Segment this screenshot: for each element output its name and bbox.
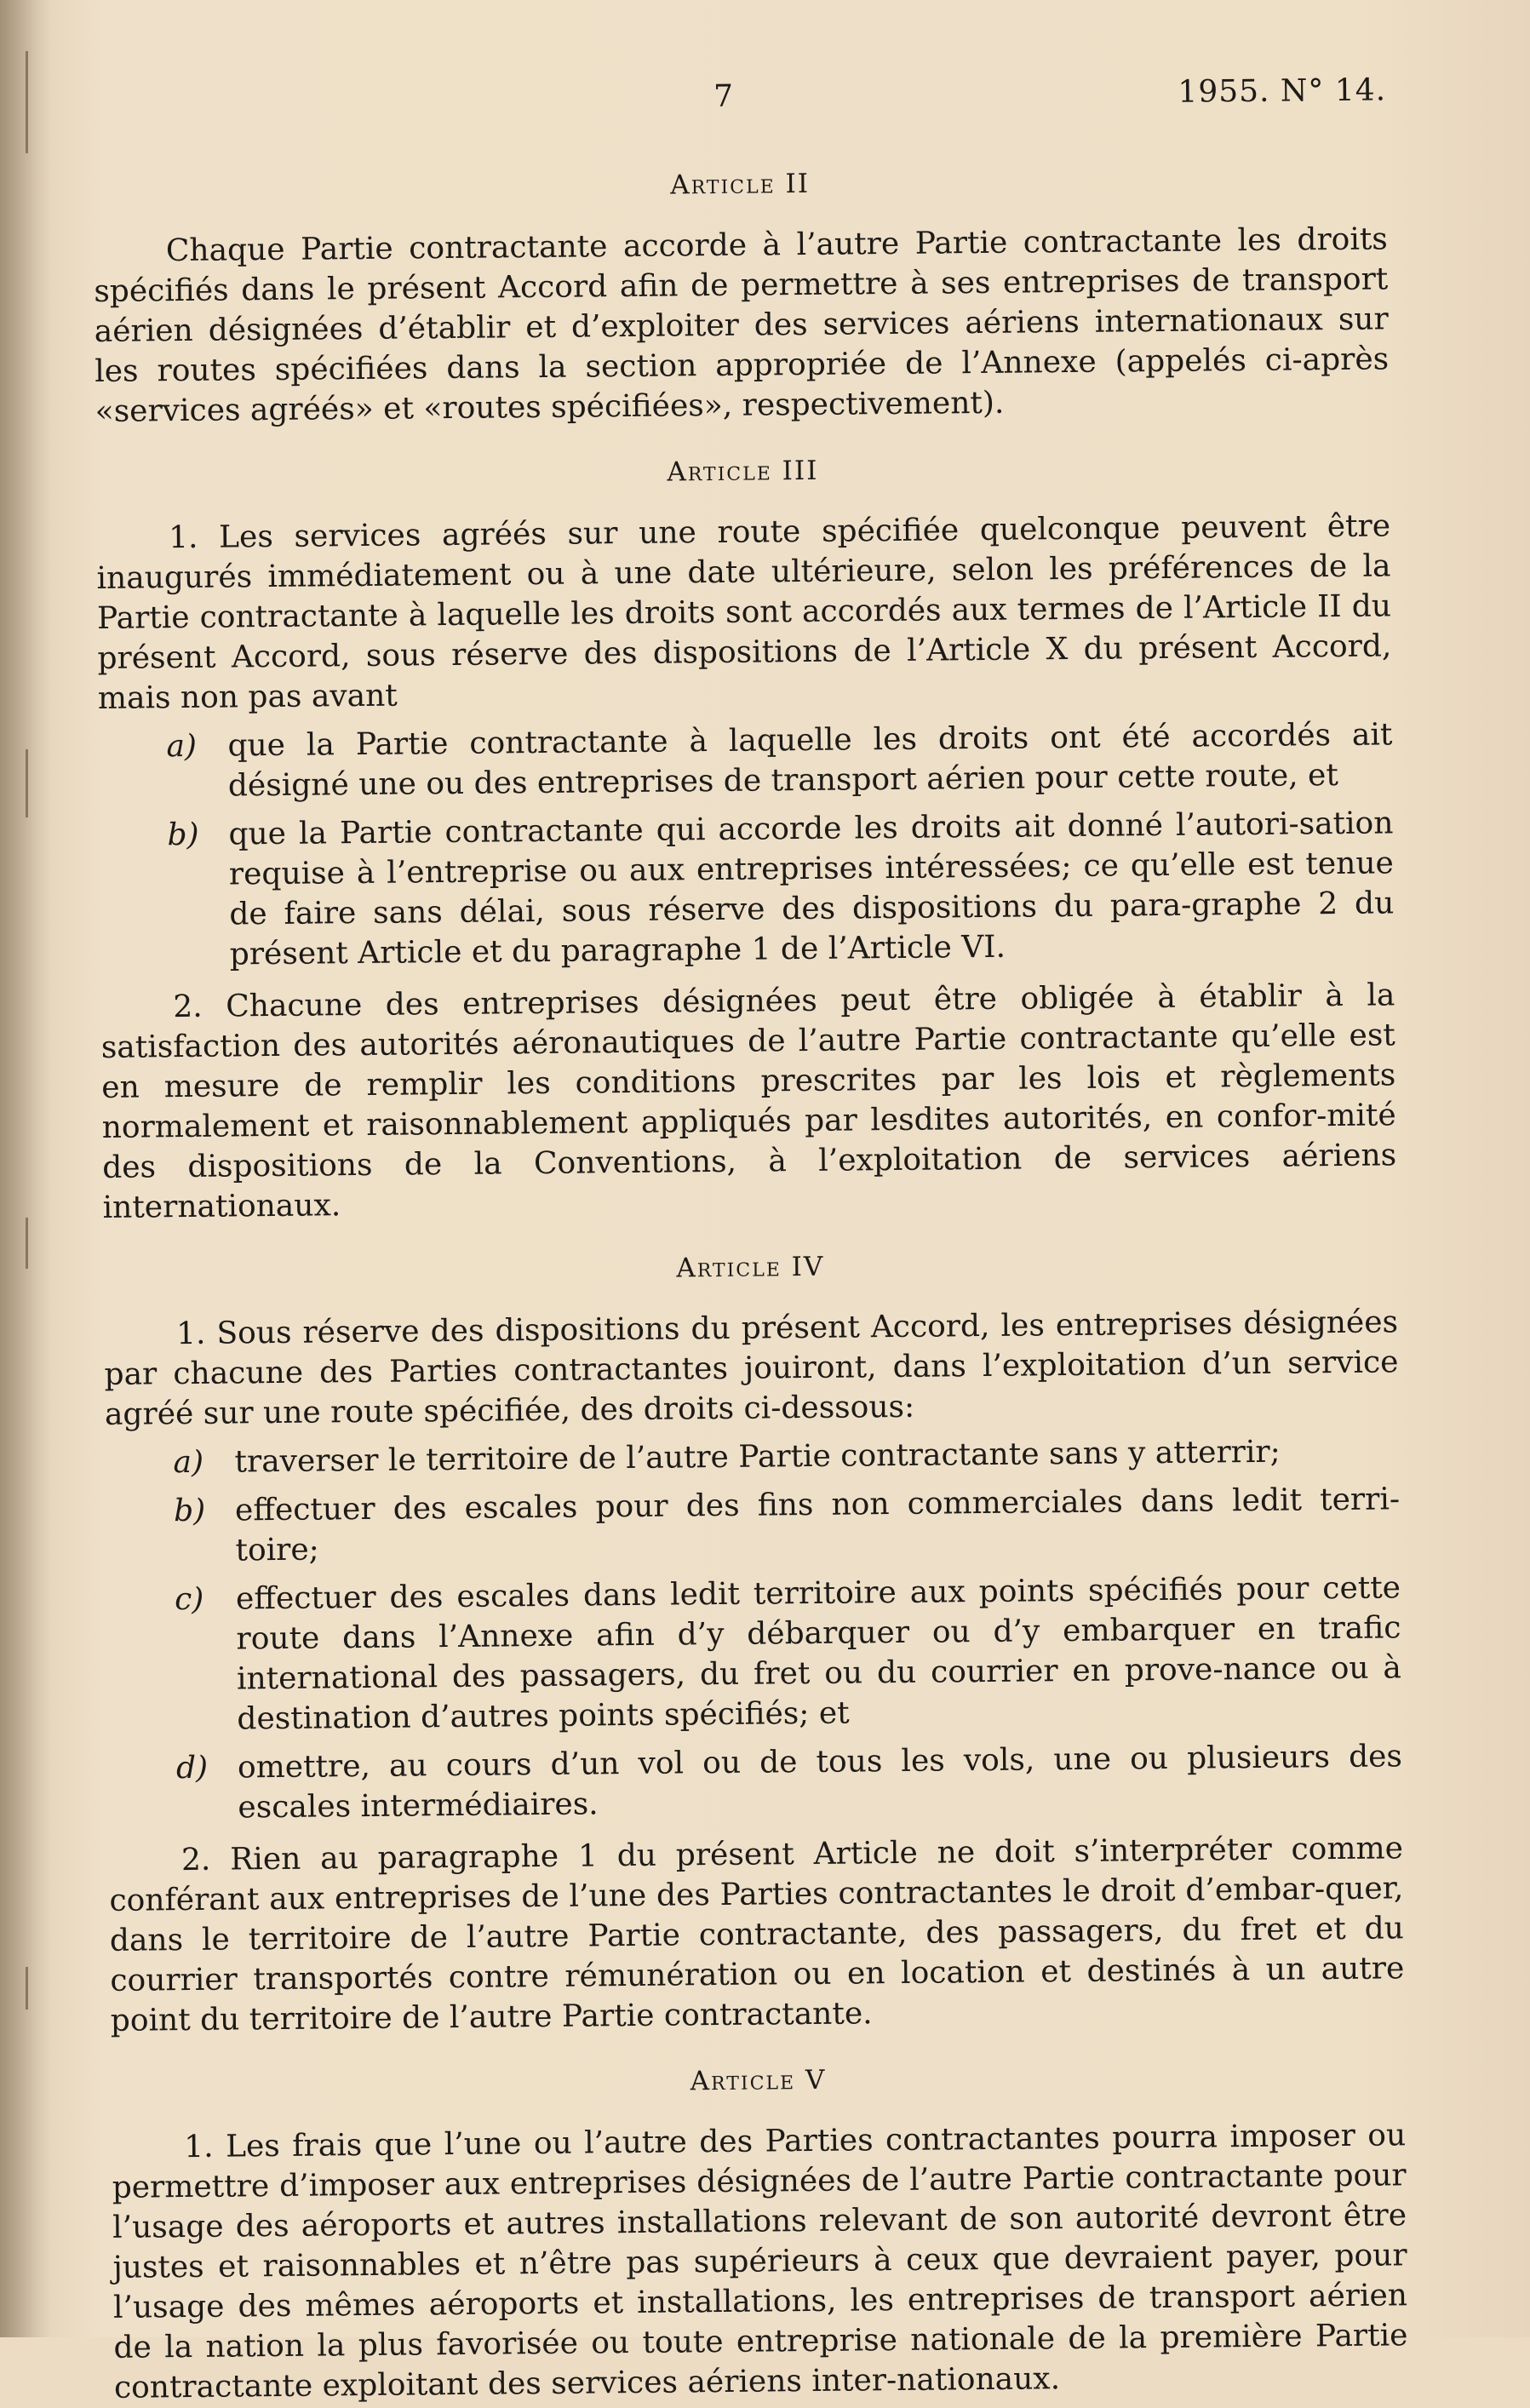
article-ii-text: Chaque Partie contractante accorde à l’autre Partie contractante les droits spécifiés dans le présent Accord afin de permettre à ses entreprises de transport aérien désignées d’établir et d’exploiter des services aériens internationaux sur les routes spécifiées dans la section appropriée de l’Annexe (appelés ci-après «services agréés» et «routes spécifiées», respectivement). bbox=[94, 221, 1390, 429]
item-text: traverser le territoire de l’autre Partie contractante sans y atterrir; bbox=[234, 1434, 1281, 1480]
document-body bbox=[92, 72, 1408, 2407]
item-marker: a) bbox=[166, 728, 198, 765]
item-marker: c) bbox=[174, 1581, 204, 1618]
article-iii-paragraph-1: 1. Les services agréés sur une route spécifiée quelconque peuvent être inaugurés immédiatement ou à une date ultérieure, selon les préférences de la Partie contractante à laquelle les droits sont accordés aux termes de l’Article II du présent Accord, sous réserve des dispositions de l’Article X du présent Accord, mais non pas avant bbox=[96, 508, 1392, 716]
binding-mark bbox=[26, 1967, 28, 2010]
item-marker: b) bbox=[167, 817, 199, 853]
article-iv-paragraph-1: 1. Sous réserve des dispositions du présent Accord, les entreprises désignées par chacune des Parties contractantes jouiront, dans l’exploitation d’un service agréé sur une route spécifiée, des droits ci-dessous: bbox=[104, 1304, 1399, 1432]
item-marker: b) bbox=[173, 1493, 206, 1529]
article-v-paragraph-1: 1. Les frais que l’une ou l’autre des Parties contractantes pourra imposer ou permettre d’imposer aux entreprises désignées de l’autre Partie contractante pour l’usage des aéroports et autres installations relevant de son autorité devront être justes et raisonnables et n’être pas supérieurs à ceux que devraient payer, pour l’usage des mêmes aéroports et installations, les entreprises de transport aérien de la nation la plus favorisée ou toute entreprise nationale de la première Partie contractante exploitant des services aériens inter-nationaux. bbox=[112, 2118, 1408, 2405]
article-iv-item-a bbox=[105, 1430, 1399, 1483]
article-iv-title: Article IV bbox=[676, 1251, 825, 1284]
item-text: effectuer des escales pour des fins non commerciales dans ledit terri-toire; bbox=[234, 1482, 1401, 1568]
item-text: effectuer des escales dans ledit territoire aux points spécifiés pour cette route dans l’Annexe afin d’y débarquer ou d’y embarquer en trafic international des passagers, du fret ou du courrier en prove-nance ou à destination d’autres points spécifiés; et bbox=[235, 1570, 1402, 1737]
article-iii-paragraph-2: 2. Chacune des entreprises désignées peut être obligée à établir à la satisfaction des autorités aéronautiques de l’autre Partie contractante qu’elle est en mesure de remplir les conditions prescrites par les lois et règlements normalement et raisonnablement appliqués par lesdites autorités, en confor-mité des dispositions de la Conventions, à l’exploitation de services aériens internationaux. bbox=[100, 978, 1397, 1225]
item-marker: d) bbox=[175, 1750, 209, 1786]
binding-mark bbox=[26, 51, 28, 153]
article-ii-title: Article II bbox=[670, 168, 811, 201]
article-iv-item-b bbox=[106, 1479, 1401, 1572]
article-iv-paragraph-2: 2. Rien au paragraphe 1 du présent Article ne doit s’interpréter comme conférant aux entreprises de l’une des Parties contractantes le droit d’embar-quer, dans le territoire de l’autre Partie contractante, des passagers, du fret et du courrier transportés contre rémunération ou en location et destinés à un autre point du territoire de l’autre Partie contractante. bbox=[109, 1831, 1405, 2038]
binding-mark bbox=[26, 749, 28, 817]
item-text: omettre, au cours d’un vol ou de tous les vols, une ou plusieurs des escales intermédiaires. bbox=[237, 1739, 1403, 1826]
article-iii-item-b bbox=[99, 803, 1395, 976]
article-iii-item-a bbox=[98, 714, 1393, 807]
item-text: que la Partie contractante qui accorde les droits ait donné l’autori-sation requise à l’entreprise ou aux entreprises intéressées; ce qu’elle est tenue de faire sans délai, sous réserve des dispositions du para-graphe 2 du présent Article et du paragraphe 1 de l’Article VI. bbox=[228, 806, 1395, 972]
document-reference: 1955. N° 14. bbox=[1178, 72, 1387, 110]
article-iii-title: Article III bbox=[667, 455, 819, 488]
article-iv-item-d bbox=[108, 1736, 1403, 1829]
item-marker: a) bbox=[173, 1444, 204, 1481]
article-v-title: Article V bbox=[690, 2064, 827, 2097]
page-number: 7 bbox=[713, 78, 734, 114]
page-header bbox=[92, 72, 1387, 145]
item-text: que la Partie contractante à laquelle les droits ont été accordés ait désigné une ou des entreprises de transport aérien pour cette route, et bbox=[227, 717, 1393, 804]
article-iv-item-c bbox=[106, 1568, 1402, 1740]
binding-mark bbox=[26, 1218, 28, 1269]
